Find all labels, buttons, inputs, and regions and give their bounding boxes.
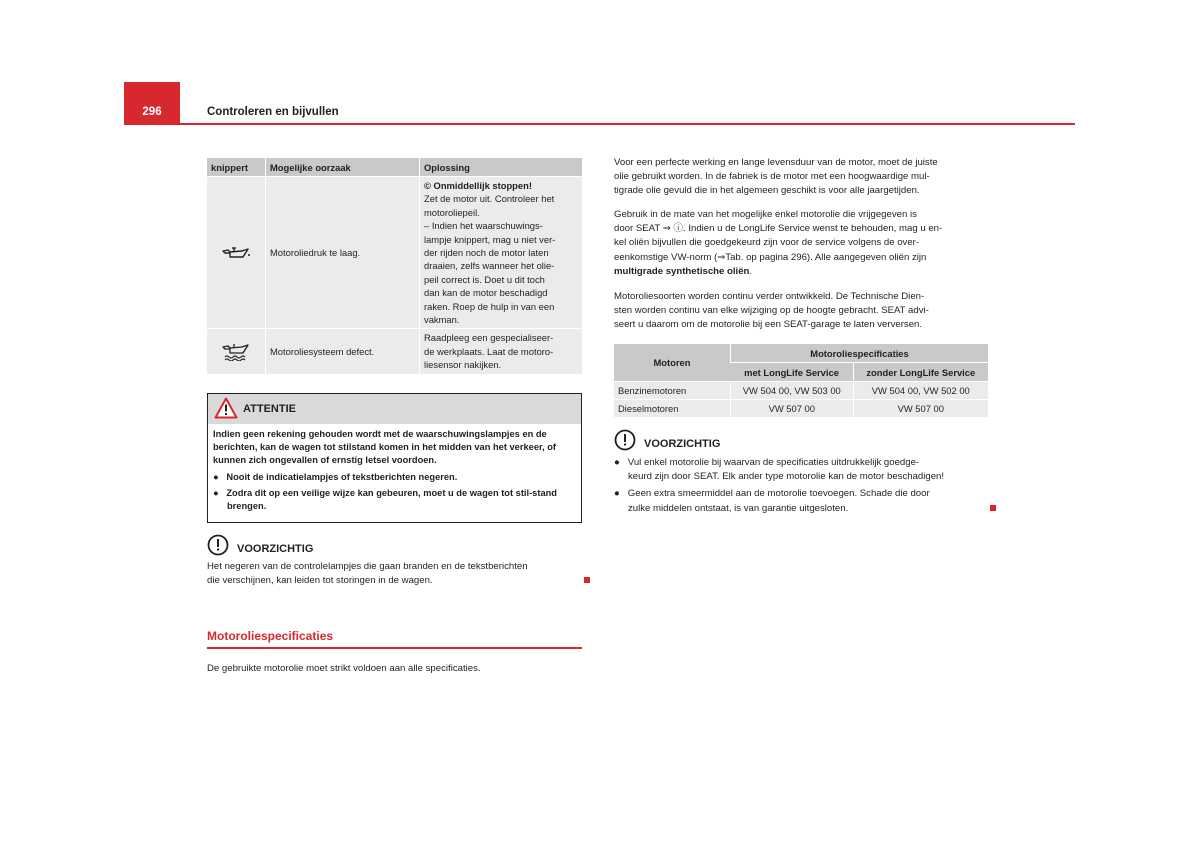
paragraph-3 bbox=[614, 290, 994, 333]
warning-light-table bbox=[207, 158, 582, 374]
text-line: sten worden continu van elke wijziging op de hoogte gebracht. SEAT advi- bbox=[614, 305, 929, 317]
text-line: seert u daarom om de motorolie bij een SEAT-garage te laten verversen. bbox=[614, 319, 923, 331]
section-title: Motoroliespecificaties bbox=[207, 629, 334, 643]
attention-bullet: ● Zodra dit op een veilige wijze kan gebeuren, moet u de wagen tot stil-stand brengen. bbox=[213, 487, 557, 512]
exclamation-circle-icon bbox=[207, 534, 229, 556]
attention-box bbox=[207, 393, 582, 523]
solution-line: – Indien het waarschuwings- bbox=[424, 220, 543, 232]
attention-bullet: ● Nooit de indicatielampjes of tekstberichten negeren. bbox=[213, 471, 458, 482]
table-cell: VW 507 00 bbox=[853, 400, 988, 418]
solution-line: lampje knippert, mag u niet ver- bbox=[424, 233, 556, 245]
table-header-knippert: knippert bbox=[207, 158, 266, 177]
table-header-cause: Mogelijke oorzaak bbox=[266, 158, 420, 177]
bold-text: multigrade synthetische oliën bbox=[614, 265, 750, 277]
text-line: multigrade synthetische oliën. bbox=[614, 265, 753, 277]
table-cell: VW 507 00 bbox=[731, 400, 854, 418]
solution-line: de werkplaats. Laat de motoro- bbox=[424, 345, 554, 357]
attention-text: Indien geen rekening gehouden wordt met de waarschuwingslampjes en de berichten, kan de wagen tot stilstand komen in het midden van het verkeer, of kunnen zich ongevallen of ernstig letsel voordoen. bbox=[213, 429, 557, 466]
oil-spec-table bbox=[614, 344, 988, 417]
end-mark bbox=[584, 577, 590, 583]
solution-line: Raadpleeg een gespecialiseer- bbox=[424, 332, 554, 344]
text-line: tigrade olie gevuld die in het algemeen geschikt is voor alle jaargetijden. bbox=[614, 185, 920, 197]
caution-text bbox=[207, 560, 587, 588]
table-cell-solution bbox=[420, 329, 583, 374]
section-rule bbox=[207, 647, 582, 649]
caution-title: VOORZICHTIG bbox=[237, 543, 314, 555]
attention-header bbox=[208, 394, 581, 424]
warning-triangle-icon bbox=[214, 397, 238, 419]
table-header-solution: Oplossing bbox=[420, 158, 583, 177]
solution-line: liesensor nakijken. bbox=[424, 359, 502, 371]
solution-line: Zet de motor uit. Controleer het bbox=[424, 193, 555, 205]
table-cell-solution bbox=[420, 177, 583, 329]
table-header-specs: Motoroliespecificaties bbox=[731, 344, 989, 363]
caution-line: die verschijnen, kan leiden tot storingen in de wagen. bbox=[207, 575, 433, 587]
table-cell: Benzinemotoren bbox=[614, 382, 731, 400]
caution-bullet: ● Vul enkel motorolie bij waarvan de specificaties uitdrukkelijk goedge- keurd zijn door SEAT. Elk ander type motorolie kan de motor beschadigen! bbox=[614, 457, 945, 483]
table-row bbox=[207, 177, 582, 329]
attention-body bbox=[213, 428, 577, 516]
header-rule bbox=[124, 123, 1075, 125]
solution-line: peil correct is. Doet u dit toch bbox=[424, 273, 545, 285]
end-mark bbox=[990, 505, 996, 511]
solution-line: draaien, zelfs wanneer het olie- bbox=[424, 260, 555, 272]
text-line: door SEAT ⇒ ⓘ. Indien u de LongLife Service wenst te behouden, mag u en- bbox=[614, 223, 943, 235]
oil-sensor-icon bbox=[221, 343, 251, 361]
exclamation-circle-icon bbox=[614, 429, 636, 451]
text-line: Motoroliesoorten worden continu verder ontwikkeld. De Technische Dien- bbox=[614, 291, 925, 302]
solution-heading: Onmiddellijk stoppen! bbox=[433, 180, 532, 191]
section-text: De gebruikte motorolie moet strikt voldoen aan alle specificaties. bbox=[207, 663, 481, 674]
table-cell-icon bbox=[207, 329, 266, 374]
solution-line: der rijden noch de motor laten bbox=[424, 247, 549, 259]
text-line: eenkomstige VW-norm (⇒Tab. op pagina 296). Alle aangegeven oliën zijn bbox=[614, 251, 927, 263]
page-number: 296 bbox=[142, 106, 162, 118]
text-line: olie gebruikt worden. In de fabriek is de motor met een hoogwaardige mul- bbox=[614, 171, 930, 183]
caution-title: VOORZICHTIG bbox=[644, 438, 721, 450]
table-cell-icon bbox=[207, 177, 266, 329]
table-header-with-longlife: met LongLife Service bbox=[731, 363, 854, 382]
table-row bbox=[207, 329, 582, 374]
paragraph-2 bbox=[614, 208, 994, 279]
solution-line: dan kan de motor beschadigd bbox=[424, 287, 548, 299]
solution-line: motoroliepeil. bbox=[424, 206, 480, 218]
solution-line: vakman. bbox=[424, 314, 460, 326]
table-cell-cause: Motoroliesysteem defect. bbox=[266, 329, 420, 374]
table-cell-cause: Motoroliedruk te laag. bbox=[266, 177, 420, 329]
caution-line: Het negeren van de controlelampjes die gaan branden en de tekstberichten bbox=[207, 561, 528, 572]
table-header-engines: Motoren bbox=[614, 344, 731, 382]
table-row bbox=[614, 400, 988, 418]
table-cell: Dieselmotoren bbox=[614, 400, 731, 418]
stop-icon: © bbox=[424, 180, 431, 191]
table-row bbox=[614, 382, 988, 400]
attention-title: ATTENTIE bbox=[243, 403, 296, 415]
table-cell: VW 504 00, VW 502 00 bbox=[853, 382, 988, 400]
table-cell: VW 504 00, VW 503 00 bbox=[731, 382, 854, 400]
caution-bullet: ● Geen extra smeermiddel aan de motorolie toevoegen. Schade die door zulke middelen ontstaat, is van garantie uitgesloten. bbox=[614, 488, 930, 514]
table-header-without-longlife: zonder LongLife Service bbox=[853, 363, 988, 382]
solution-line: raken. Roep de hulp in van een bbox=[424, 300, 555, 312]
caution-text bbox=[614, 456, 994, 516]
text-line: Voor een perfecte werking en lange levensduur van de motor, moet de juiste bbox=[614, 157, 938, 168]
oil-can-icon bbox=[221, 246, 251, 260]
text-line: Gebruik in de mate van het mogelijke enkel motorolie die vrijgegeven is bbox=[614, 209, 917, 220]
text-line: kel oliën bijvullen die goedgekeurd zijn voor de service volgens de over- bbox=[614, 237, 920, 249]
chapter-title: Controleren en bijvullen bbox=[207, 106, 339, 118]
paragraph-1 bbox=[614, 156, 994, 199]
